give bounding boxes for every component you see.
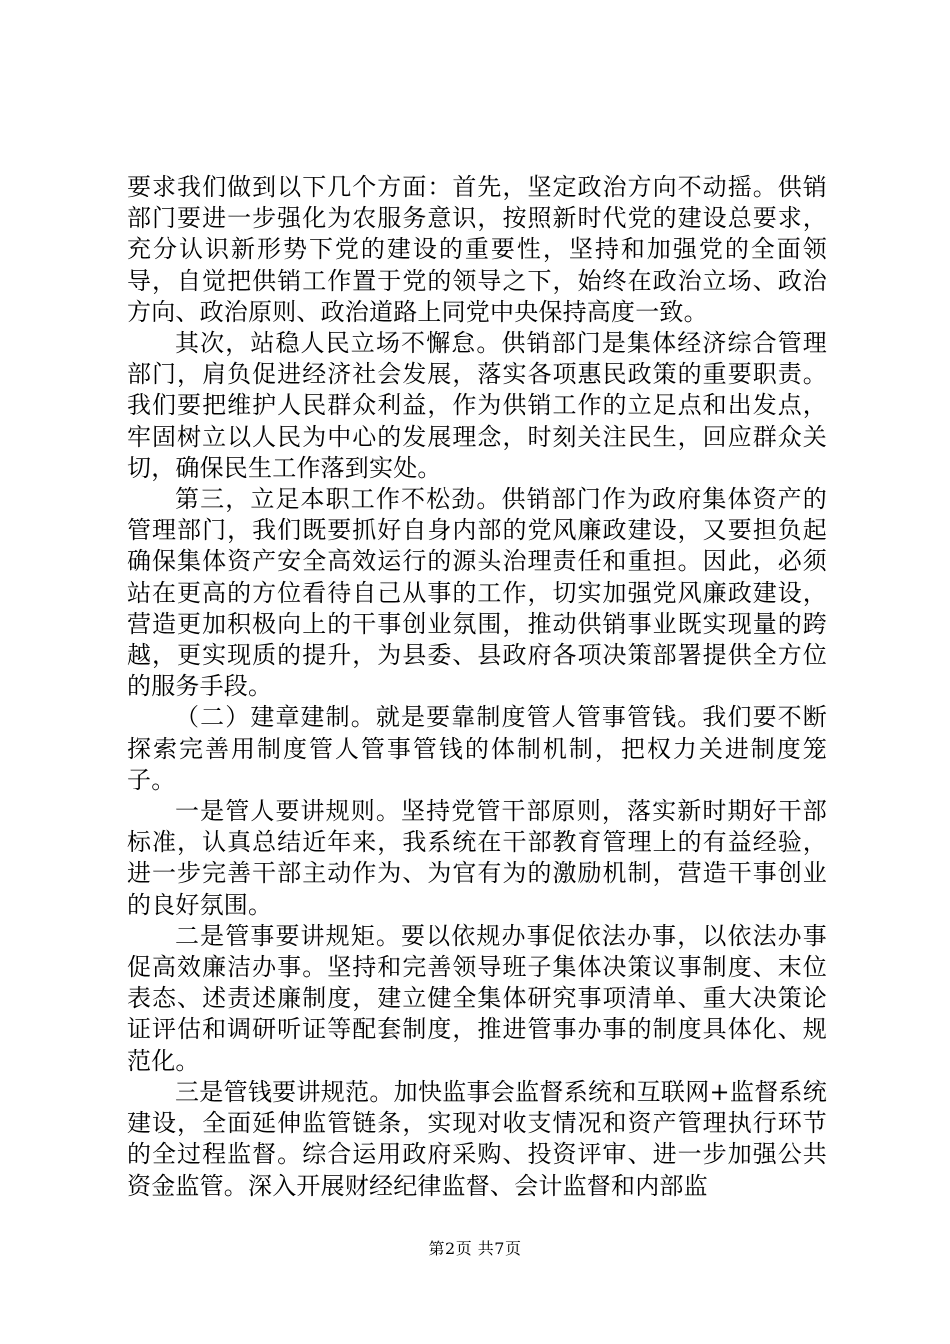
page-number-footer: 第2页 共7页 xyxy=(428,1239,522,1258)
paragraph-5: 一是管人要讲规则。坚持党管干部原则，落实新时期好干部标准，认真总结近年来，我系统在干部教育管理上的有益经验，进一步完善干部主动作为、为官有为的激励机制，营造干事创业的良好氛围。 xyxy=(127,797,827,919)
paragraph-6: 二是管事要讲规矩。要以依规办事促依法办事，以依法办事促高效廉洁办事。坚持和完善领导班子集体决策议事制度、末位表态、述责述廉制度，建立健全集体研究事项清单、重大决策论证评估和调研听证等配套制度，推进管事办事的制度具体化、规范化。 xyxy=(127,921,827,1075)
paragraph-7: 三是管钱要讲规范。加快监事会监督系统和互联网+监督系统建设，全面延伸监管链条，实现对收支情况和资产管理执行环节的全过程监督。综合运用政府采购、投资评审、进一步加强公共资金监管。深入开展财经纪律监督、会计监督和内部监 xyxy=(127,1077,827,1200)
document-body xyxy=(127,172,827,1202)
paragraph-4: （二）建章建制。就是要靠制度管人管事管钱。我们要不断探索完善用制度管人管事管钱的体制机制，把权力关进制度笼子。 xyxy=(127,703,827,794)
paragraph-1: 要求我们做到以下几个方面：首先，坚定政治方向不动摇。供销部门要进一步强化为农服务意识，按照新时代党的建设总要求，充分认识新形势下党的建设的重要性，坚持和加强党的全面领导，自觉把供销工作置于党的领导之下，始终在政治立场、政治方向、政治原则、政治道路上同党中央保持高度一致。 xyxy=(127,173,827,326)
paragraph-3: 第三，立足本职工作不松劲。供销部门作为政府集体资产的管理部门，我们既要抓好自身内部的党风廉政建设，又要担负起确保集体资产安全高效运行的源头治理责任和重担。因此，必须站在更高的方位看待自己从事的工作，切实加强党风廉政建设，营造更加积极向上的干事创业氛围，推动供销事业既实现量的跨越，更实现质的提升，为县委、县政府各项决策部署提供全方位的服务手段。 xyxy=(127,485,827,701)
paragraph-2: 其次，站稳人民立场不懈怠。供销部门是集体经济综合管理部门，肩负促进经济社会发展，落实各项惠民政策的重要职责。我们要把维护人民群众利益，作为供销工作的立足点和出发点，牢固树立以人民为中心的发展理念，时刻关注民生，回应群众关切，确保民生工作落到实处。 xyxy=(127,329,827,482)
